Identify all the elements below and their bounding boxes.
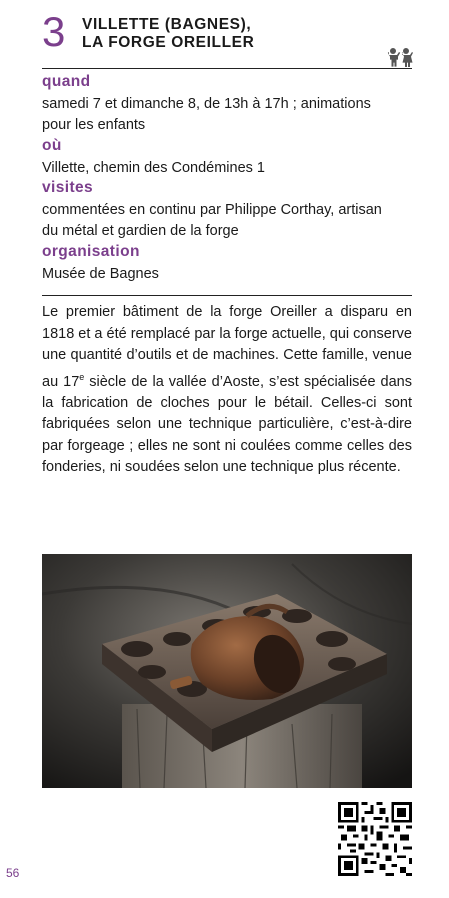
description-paragraph — [42, 302, 412, 479]
when-line-1: samedi 7 et dimanche 8, de 13h à 17h ; animations — [42, 96, 371, 112]
title-line-2: LA FORGE OREILLER — [82, 34, 255, 51]
visits-line-2: du métal et gardien de la forge — [42, 223, 239, 239]
info-rule — [42, 295, 412, 296]
visits-label: visites — [42, 179, 94, 196]
section-number: 3 — [42, 8, 66, 55]
organisation-label: organisation — [42, 243, 140, 260]
where-value: Villette, chemin des Condémines 1 — [42, 160, 265, 176]
visits-value — [42, 200, 414, 242]
description-part-2: siècle de la vallée d’Aoste, s’est spécialisée dans la fabrication de cloches pour le bétail. Celles-ci sont fabriquées selon une technique particulière, c’est-à-dire par forgeage ; elles ne sont ni coulées comme celles des fonderies, ni soudées selon une technique plus récente. — [42, 373, 413, 476]
when-label: quand — [42, 73, 91, 90]
visits-line-1: commentées en continu par Philippe Corthay, artisan — [42, 202, 382, 218]
forge-photo — [42, 554, 412, 788]
organisation-value: Musée de Bagnes — [42, 266, 159, 282]
qr-code-icon[interactable] — [338, 802, 412, 876]
children-icon — [387, 47, 413, 67]
title-line-1: VILLETTE (BAGNES), — [82, 16, 252, 33]
header-rule — [42, 68, 412, 69]
description-part-1: Le premier bâtiment de la forge Oreiller a disparu en 1818 et a été remplacé par la forge actuelle, qui conserve une quantité d’outils et de machines. Cette famille, venue au 17 — [42, 304, 412, 390]
when-value — [42, 94, 414, 136]
page-number: 56 — [6, 866, 20, 880]
where-label: où — [42, 137, 62, 154]
description-superscript: e — [79, 371, 85, 382]
page-title — [82, 16, 254, 52]
when-line-2: pour les enfants — [42, 117, 146, 133]
